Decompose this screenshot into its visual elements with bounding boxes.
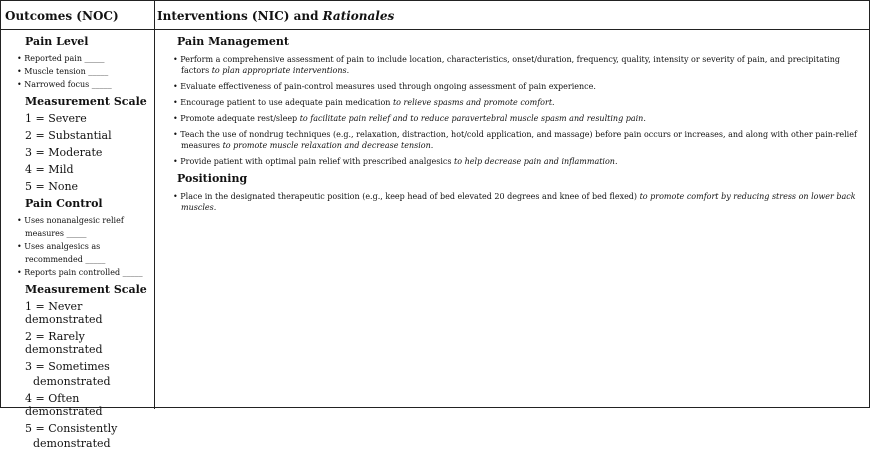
list-item: • Reported pain _____ — [5, 52, 153, 65]
scale-label-continued: demonstrated — [33, 375, 111, 388]
list-item — [171, 156, 867, 167]
pain-control-scale-title: Measurement Scale — [25, 283, 147, 296]
scale-label: 4 = Often demonstrated — [25, 392, 103, 418]
intervention-text: Encourage patient to use adequate pain medication — [180, 98, 393, 107]
pain-control-title: Pain Control — [25, 197, 103, 210]
positioning-list — [171, 191, 867, 213]
pain-level-title: Pain Level — [25, 35, 89, 48]
rationale-text: to promote muscle relaxation and decrease tension. — [222, 141, 434, 150]
rationales-header-text: Rationales — [322, 9, 395, 23]
list-item: • Uses nonanalgesic relief measures _____ — [5, 214, 153, 240]
intervention-text: Place in the designated therapeutic position (e.g., keep head of bed elevated 20 degrees and knee of bed flexed) — [180, 192, 640, 201]
outcomes-column — [5, 33, 153, 454]
scale-item — [25, 392, 153, 418]
table-header — [1, 1, 869, 30]
pain-management-title: Pain Management — [177, 35, 289, 48]
list-item — [171, 81, 867, 92]
intervention-text: Evaluate effectiveness of pain-control measures used through ongoing assessment of pain experience. — [180, 82, 596, 91]
rationale-text: to facilitate pain relief and to reduce paravertebral muscle spasm and resulting pain. — [299, 114, 646, 123]
list-item — [171, 54, 867, 76]
rationale-text: to plan appropriate interventions. — [211, 66, 350, 75]
rationale-text: to help decrease pain and inflammation. — [454, 157, 618, 166]
scale-label: 2 = Rarely demonstrated — [25, 330, 103, 356]
outcomes-header: Outcomes (NOC) — [5, 9, 119, 23]
pain-level-scale-title: Measurement Scale — [25, 95, 147, 108]
interventions-column — [171, 33, 867, 218]
scale-item: 1 = Severe — [25, 112, 87, 125]
pain-management-list — [171, 54, 867, 167]
intervention-text: Promote adequate rest/sleep — [180, 114, 300, 123]
intervention-text: Teach the use of nondrug techniques (e.g., relaxation, distraction, hot/cold application, and massage) before pain occurs or increases, and along with other pain-relief measures — [180, 130, 857, 150]
intervention-text: Perform a comprehensive assessment of pain to include location, characteristics, onset/duration, frequency, quality, intensity or severity of pain, and precipitating factors — [180, 55, 841, 75]
rationale-text: to promote comfort by reducing stress on lower back muscles. — [181, 192, 856, 212]
scale-item — [25, 422, 153, 450]
positioning-title: Positioning — [177, 172, 248, 185]
scale-label-continued: demonstrated — [33, 437, 111, 450]
scale-item — [25, 360, 153, 388]
scale-label: 5 = Consistently — [25, 422, 118, 435]
column-divider — [154, 1, 155, 409]
scale-item: 4 = Mild — [25, 163, 74, 176]
list-item — [171, 97, 867, 108]
list-item: • Narrowed focus _____ — [5, 78, 153, 91]
list-item: • Uses analgesics as recommended _____ — [5, 240, 153, 266]
list-item — [171, 191, 867, 213]
list-item — [171, 129, 867, 151]
list-item — [171, 113, 867, 124]
list-item: • Reports pain controlled _____ — [5, 266, 153, 279]
scale-item — [25, 330, 153, 356]
scale-item: 3 = Moderate — [25, 146, 103, 159]
interventions-header — [157, 9, 394, 23]
interventions-header-text: Interventions (NIC) and — [157, 9, 323, 23]
pain-control-list — [5, 214, 153, 279]
scale-item: 2 = Substantial — [25, 129, 112, 142]
list-item: • Muscle tension _____ — [5, 65, 153, 78]
rationale-text: to relieve spasms and promote comfort. — [392, 98, 555, 107]
scale-item — [25, 300, 153, 326]
intervention-text: Provide patient with optimal pain relief with prescribed analgesics — [180, 157, 454, 166]
scale-label: 3 = Sometimes — [25, 360, 110, 373]
pain-level-list — [5, 52, 153, 91]
scale-item: 5 = None — [25, 180, 79, 193]
scale-label: 1 = Never demonstrated — [25, 300, 103, 326]
